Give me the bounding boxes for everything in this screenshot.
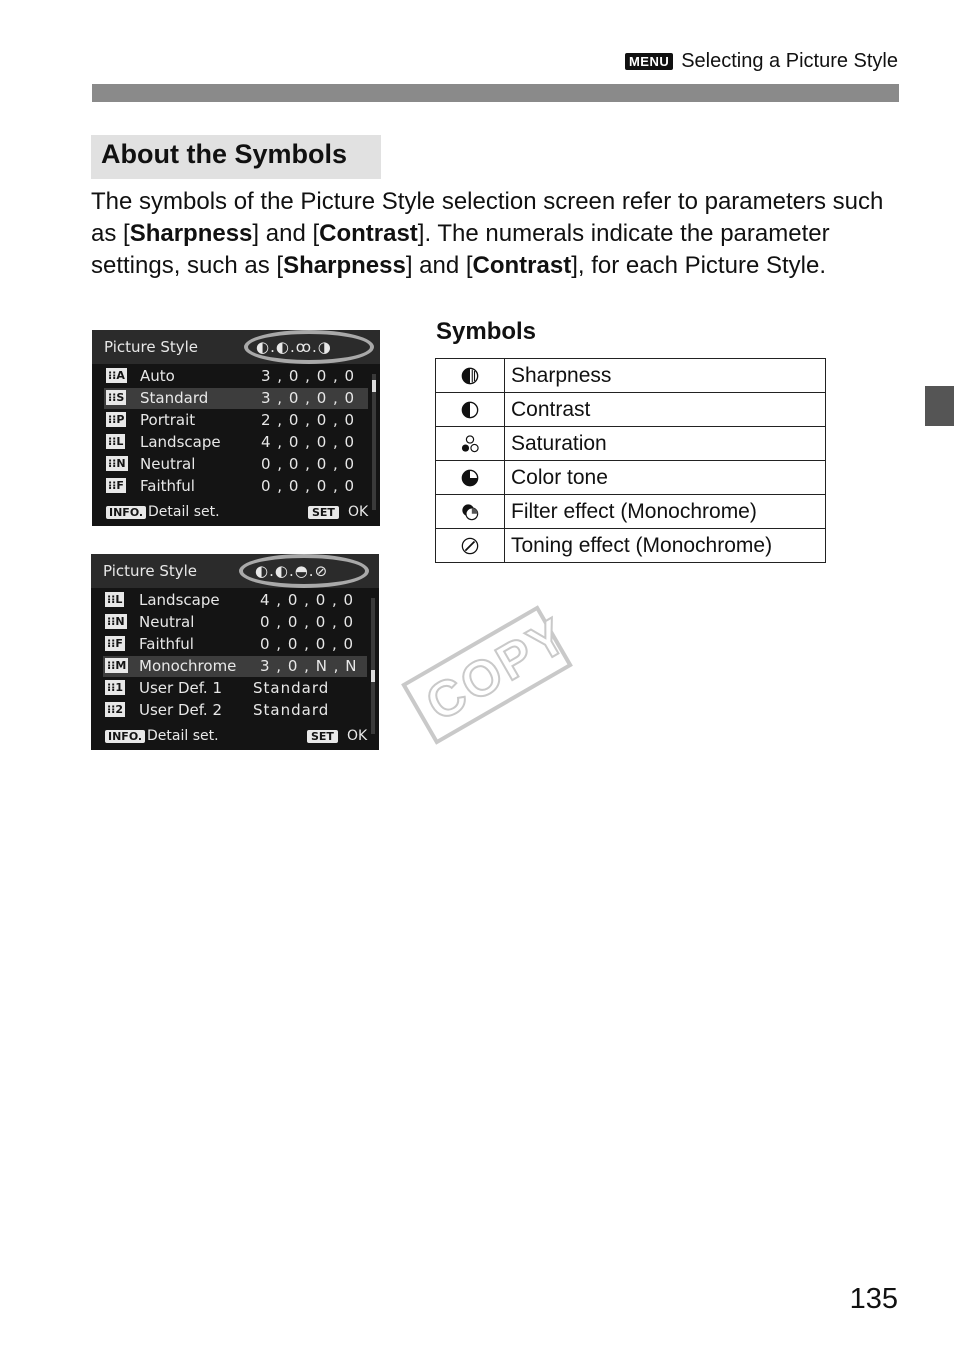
sharpness-icon	[461, 367, 479, 385]
running-header	[625, 50, 898, 73]
picture-style-icon: ⁝⁝1	[107, 681, 124, 694]
style-name: Landscape	[140, 433, 221, 451]
ok-label: OK	[347, 728, 368, 744]
style-name: User Def. 2	[139, 701, 223, 719]
style-name: Landscape	[139, 591, 220, 609]
copy-watermark	[401, 605, 578, 745]
style-name: Faithful	[139, 635, 194, 653]
highlight-ring	[244, 330, 374, 364]
symbol-label: Contrast	[505, 393, 826, 427]
chapter-tab	[925, 386, 954, 426]
style-name: Neutral	[140, 455, 196, 473]
picture-style-icon: ⁝⁝S	[108, 391, 125, 404]
screen-footer	[91, 726, 379, 750]
style-row	[103, 590, 367, 611]
info-button-icon: INFO.	[105, 730, 145, 743]
style-value: Standard	[253, 679, 330, 697]
table-row	[436, 529, 826, 563]
scrollbar-thumb	[371, 670, 375, 682]
style-value: 3 , 0 , 0 , 0	[261, 389, 356, 407]
symbol-label: Toning effect (Monochrome)	[505, 529, 826, 563]
symbol-label: Color tone	[505, 461, 826, 495]
picture-style-icon: ⁝⁝F	[107, 637, 123, 650]
picture-style-icon: ⁝⁝N	[108, 457, 126, 470]
table-row	[436, 359, 826, 393]
body-text: ], for each Picture Style.	[571, 252, 826, 279]
scrollbar-track	[371, 598, 375, 734]
picture-style-screen-2	[91, 554, 379, 750]
style-value: 4 , 0 , 0 , 0	[260, 591, 355, 609]
section-heading-text: About the Symbols	[101, 139, 348, 169]
section-heading	[91, 135, 381, 179]
body-text: ] and [	[252, 220, 320, 247]
filter-effect-icon	[461, 503, 479, 521]
style-name: Faithful	[140, 477, 195, 495]
body-bold: Sharpness	[283, 252, 406, 279]
body-bold: Contrast	[472, 252, 572, 279]
style-value: 2 , 0 , 0 , 0	[261, 411, 356, 429]
style-value: 0 , 0 , 0 , 0	[260, 635, 355, 653]
set-button-icon: SET	[307, 730, 338, 743]
parameter-symbols: ◐.◐.ꝏ.◑	[256, 338, 332, 356]
highlight-ring	[239, 554, 369, 588]
color-tone-icon	[461, 469, 479, 487]
contrast-icon	[461, 401, 479, 419]
style-row	[104, 454, 368, 475]
style-row	[103, 678, 367, 699]
screen-title: Picture Style	[104, 338, 199, 356]
style-row	[104, 366, 368, 387]
style-value: Standard	[253, 701, 330, 719]
style-name: Auto	[140, 367, 175, 385]
table-row	[436, 495, 826, 529]
picture-style-icon: ⁝⁝N	[107, 615, 125, 628]
info-button-icon: INFO.	[106, 506, 146, 519]
style-name: Monochrome	[139, 657, 237, 675]
picture-style-screen-1	[92, 330, 380, 526]
picture-style-icon: ⁝⁝L	[107, 593, 123, 606]
screen-footer	[92, 502, 380, 526]
style-name: Neutral	[139, 613, 195, 631]
style-value: 4 , 0 , 0 , 0	[261, 433, 356, 451]
toning-effect-icon	[461, 537, 479, 555]
body-bold: Sharpness	[129, 220, 253, 247]
style-row-selected	[104, 388, 368, 409]
symbols-table	[435, 358, 826, 563]
menu-icon: MENU	[625, 53, 673, 70]
style-row	[104, 432, 368, 453]
saturation-icon	[461, 435, 479, 453]
body-text: The symbols of the Picture Style selection screen refer to parameters such as [	[91, 188, 884, 247]
screen-title: Picture Style	[103, 562, 198, 580]
style-name: Standard	[140, 389, 209, 407]
body-bold: Contrast	[319, 220, 418, 247]
style-value: 0 , 0 , 0 , 0	[261, 455, 356, 473]
detail-set-label: Detail set.	[148, 504, 220, 520]
picture-style-icon: ⁝⁝A	[108, 369, 125, 382]
picture-style-icon: ⁝⁝L	[108, 435, 124, 448]
style-name: Portrait	[140, 411, 196, 429]
style-name: User Def. 1	[139, 679, 223, 697]
picture-style-icon: ⁝⁝F	[108, 479, 124, 492]
style-value: 0 , 0 , 0 , 0	[261, 477, 356, 495]
picture-style-icon: ⁝⁝P	[108, 413, 125, 426]
style-row	[104, 476, 368, 497]
table-row	[436, 427, 826, 461]
style-value: 0 , 0 , 0 , 0	[260, 613, 355, 631]
symbol-label: Saturation	[505, 427, 826, 461]
table-row	[436, 461, 826, 495]
set-button-icon: SET	[308, 506, 339, 519]
style-row-selected	[103, 656, 367, 677]
style-row	[103, 700, 367, 721]
body-text: ] and [	[405, 252, 473, 279]
running-header-title: Selecting a Picture Style	[681, 50, 898, 72]
style-row	[104, 410, 368, 431]
detail-set-label: Detail set.	[147, 728, 219, 744]
body-paragraph	[91, 186, 891, 282]
style-value: 3 , 0 , N , N	[260, 657, 358, 675]
symbol-label: Filter effect (Monochrome)	[505, 495, 826, 529]
scrollbar-thumb	[372, 380, 376, 392]
watermark-text: COPY	[416, 606, 578, 732]
symbol-label: Sharpness	[505, 359, 826, 393]
scrollbar-track	[372, 374, 376, 510]
ok-label: OK	[348, 504, 369, 520]
symbols-heading: Symbols	[436, 318, 537, 345]
body-text: ]. The numerals indicate the parameter settings, such as [	[91, 220, 830, 279]
style-value: 3 , 0 , 0 , 0	[261, 367, 356, 385]
page-number: 135	[849, 1283, 898, 1315]
style-row	[103, 612, 367, 633]
picture-style-icon: ⁝⁝M	[107, 659, 127, 672]
picture-style-icon: ⁝⁝2	[107, 703, 124, 716]
header-rule	[92, 84, 899, 102]
parameter-symbols: ◐.◐.◓.⊘	[255, 562, 329, 580]
style-row	[103, 634, 367, 655]
table-row	[436, 393, 826, 427]
